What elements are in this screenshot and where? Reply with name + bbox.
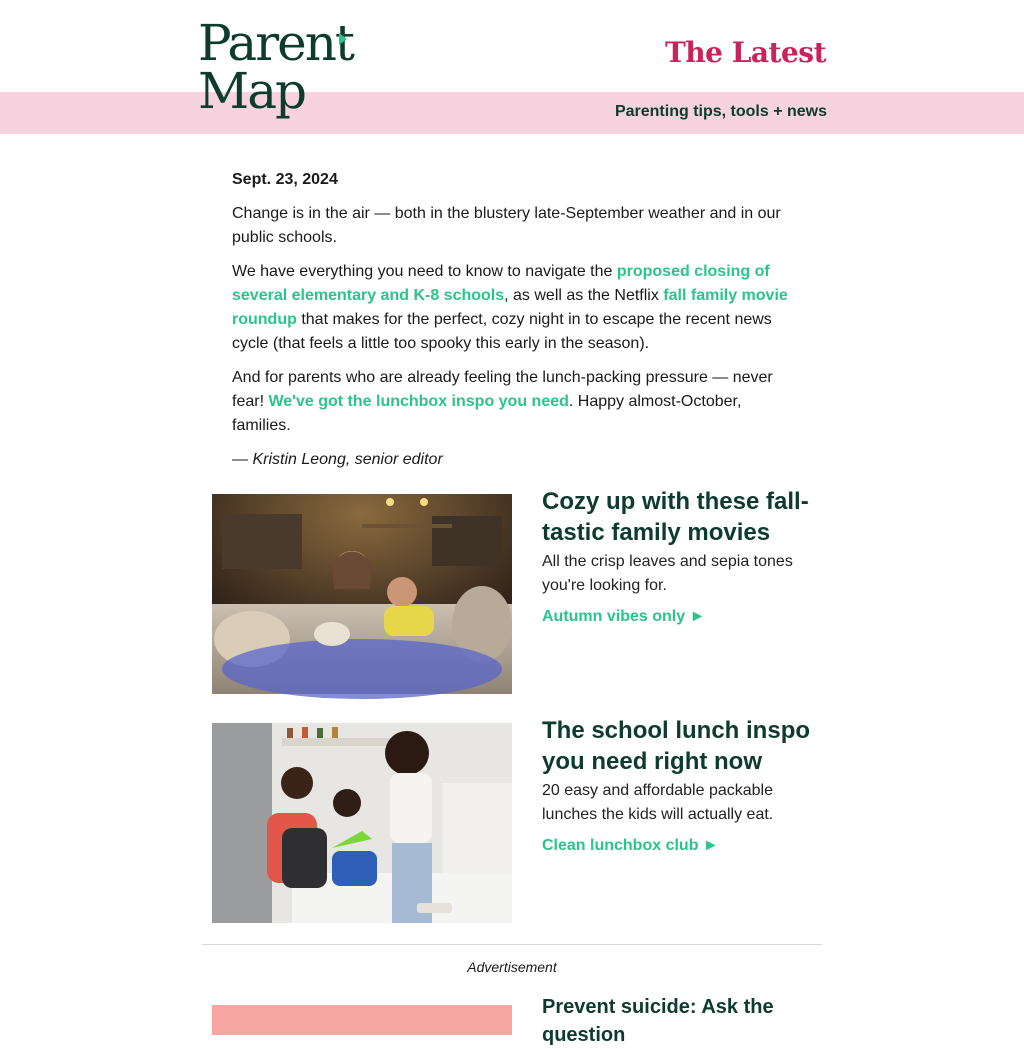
- editor-letter: [232, 168, 792, 482]
- movie-roundup-link[interactable]: fall family movie roundup: [232, 287, 788, 328]
- logo-text-parent: Parent: [198, 14, 353, 72]
- newsletter-tagline: Parenting tips, tools + news: [614, 103, 827, 120]
- section-divider: [202, 944, 822, 945]
- parentmap-logo[interactable]: [198, 14, 358, 122]
- article-description: All the crisp leaves and sepia tones you're looking for.: [542, 553, 793, 594]
- intro-paragraph-1: Change is in the air — both in the blustery late-September weather and in our public schools.: [232, 205, 781, 246]
- article-description: 20 easy and affordable packable lunches the kids will actually eat.: [542, 782, 774, 823]
- email-header: [0, 0, 1024, 134]
- advertisement-label: Advertisement: [467, 959, 557, 975]
- issue-date: Sept. 23, 2024: [232, 171, 338, 188]
- article-title[interactable]: Cozy up with these fall-tastic family movies: [542, 488, 809, 546]
- intro-paragraph-2: We have everything you need to know to navigate the proposed closing of several elementary and K-8 schools, as well as the Netflix fall family movie roundup that makes for the perfect, cozy night in to escape the recent news cycle (that feels a little too spooky this early in the season).: [232, 263, 788, 352]
- school-closing-link[interactable]: proposed closing of several elementary and K-8 schools: [232, 263, 770, 304]
- autumn-vibes-link[interactable]: Autumn vibes only ►: [542, 608, 706, 625]
- school-lunch-image[interactable]: [212, 723, 512, 923]
- play-triangle-icon: [339, 33, 347, 45]
- advertisement-image[interactable]: [212, 1005, 512, 1035]
- editor-signature: — Kristin Leong, senior editor: [232, 451, 443, 468]
- clean-lunchbox-link[interactable]: Clean lunchbox club ►: [542, 837, 719, 854]
- newsletter-title: The Latest: [664, 36, 826, 69]
- family-movie-night-image[interactable]: [212, 494, 512, 694]
- article-title[interactable]: The school lunch inspo you need right now: [542, 717, 811, 775]
- lunchbox-inspo-link[interactable]: We've got the lunchbox inspo you need: [268, 393, 569, 410]
- advertisement-title[interactable]: Prevent suicide: Ask the question: [542, 996, 774, 1046]
- article-text: [542, 715, 812, 855]
- article-text: [542, 486, 812, 626]
- header-band: [0, 92, 1024, 134]
- logo-text-map: Map: [198, 62, 306, 120]
- intro-paragraph-3: And for parents who are already feeling the lunch-packing pressure — never fear! We've got the lunchbox inspo you need. Happy almost-October, families.: [232, 369, 773, 434]
